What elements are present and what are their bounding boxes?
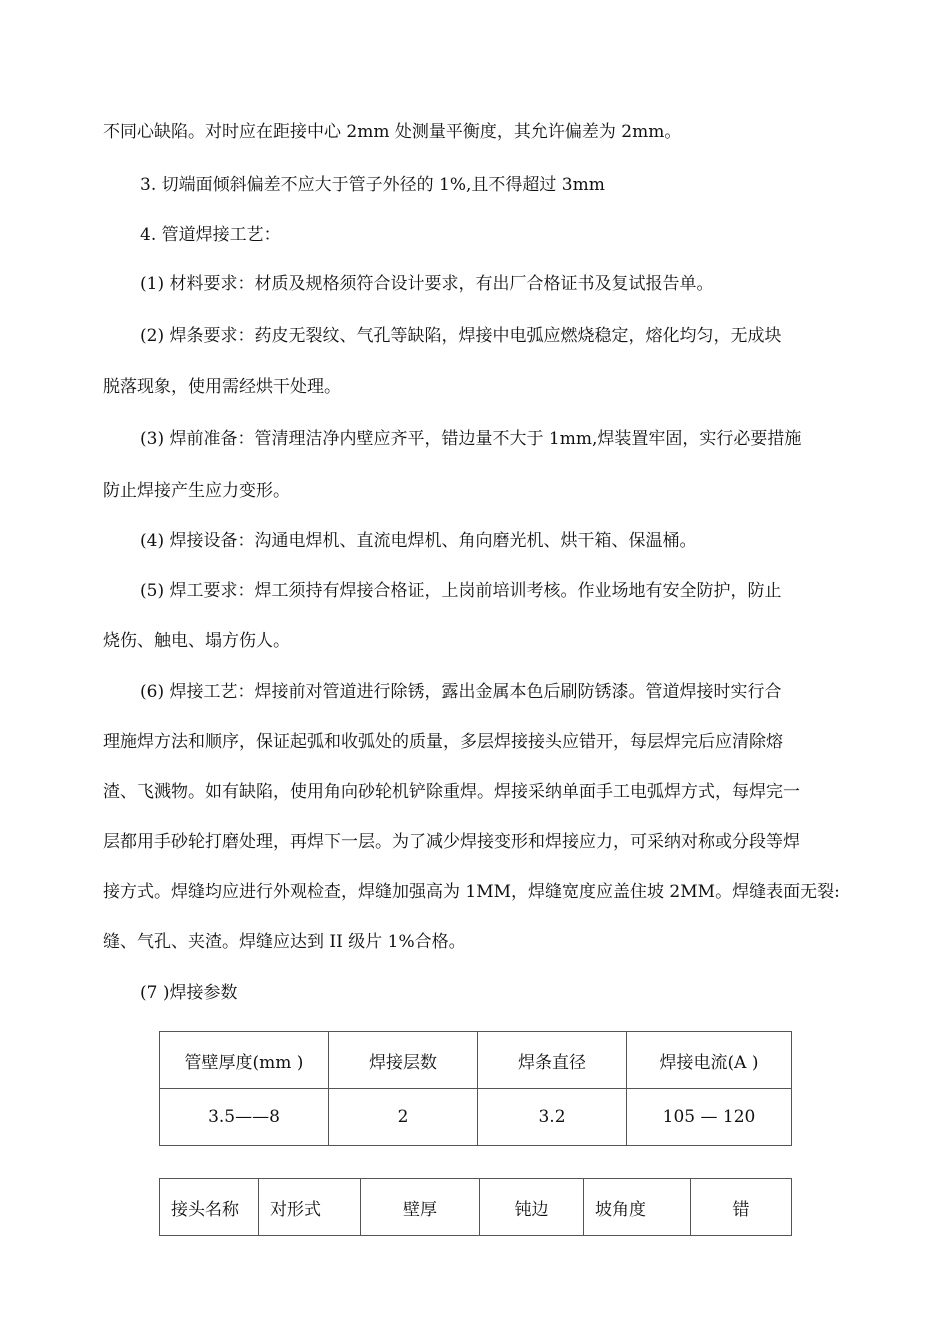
table-caption: (7 )焊接参数	[140, 983, 238, 1003]
table-header-cell: 焊接电流(A )	[627, 1032, 792, 1089]
paragraph-line: 烧伤、触电、塌方伤人。	[103, 631, 290, 651]
paragraph-line: 3. 切端面倾斜偏差不应大于管子外径的 1%,且不得超过 3mm	[140, 175, 605, 195]
paragraph-line: 缝、气孔、夹渣。焊缝应达到 II 级片 1%合格。	[103, 932, 466, 952]
table-header-row	[160, 1179, 792, 1236]
paragraph-line: (1) 材料要求：材质及规格须符合设计要求，有出厂合格证书及复试报告单。	[140, 274, 714, 294]
paragraph-line: 脱落现象，使用需经烘干处理。	[103, 377, 341, 397]
section-heading: 4. 管道焊接工艺：	[140, 225, 281, 245]
table-header-cell: 坡角度	[584, 1179, 691, 1236]
table-cell: 2	[329, 1089, 478, 1146]
table-header-cell: 钝边	[480, 1179, 584, 1236]
paragraph-line: (6) 焊接工艺：焊接前对管道进行除锈，露出金属本色后刷防锈漆。管道焊接时实行合	[140, 682, 782, 702]
table-cell: 3.5——8	[160, 1089, 329, 1146]
table-header-cell: 焊条直径	[478, 1032, 627, 1089]
paragraph-line: (2) 焊条要求：药皮无裂纹、气孔等缺陷，焊接中电弧应燃烧稳定，熔化均匀，无成块	[140, 326, 782, 346]
paragraph-line: 渣、飞溅物。如有缺陷，使用角向砂轮机铲除重焊。焊接采纳单面手工电弧焊方式，每焊完一	[103, 782, 800, 802]
table-header-cell: 对形式	[259, 1179, 361, 1236]
table-header-cell: 焊接层数	[329, 1032, 478, 1089]
table-cell: 3.2	[478, 1089, 627, 1146]
paragraph-line: (5) 焊工要求：焊工须持有焊接合格证，上岗前培训考核。作业场地有安全防护，防止	[140, 581, 782, 601]
paragraph-line: 层都用手砂轮打磨处理，再焊下一层。为了减少焊接变形和焊接应力，可采纳对称或分段等焊	[103, 832, 800, 852]
joint-form-table	[159, 1178, 792, 1236]
table-cell: 105 — 120	[627, 1089, 792, 1146]
table-header-cell: 壁厚	[361, 1179, 480, 1236]
table-header-cell: 管壁厚度(mm )	[160, 1032, 329, 1089]
paragraph-line: 不同心缺陷。对时应在距接中心 2mm 处测量平衡度，其允许偏差为 2mm。	[103, 122, 682, 142]
paragraph-line: 接方式。焊缝均应进行外观检查，焊缝加强高为 1MM，焊缝宽度应盖住坡 2MM。焊缝表面无裂:	[103, 882, 840, 902]
table-header-row	[160, 1032, 792, 1089]
table-header-cell: 错	[691, 1179, 792, 1236]
table-header-cell: 接头名称	[160, 1179, 259, 1236]
table-row	[160, 1089, 792, 1146]
paragraph-line: 理施焊方法和顺序，保证起弧和收弧处的质量，多层焊接接头应错开，每层焊完后应清除熔	[103, 732, 783, 752]
paragraph-line: (4) 焊接设备：沟通电焊机、直流电焊机、角向磨光机、烘干箱、保温桶。	[140, 531, 697, 551]
paragraph-line: (3) 焊前准备：管清理洁净内壁应齐平，错边量不大于 1mm,焊装置牢固，实行必要措施	[140, 429, 802, 449]
paragraph-line: 防止焊接产生应力变形。	[103, 481, 290, 501]
welding-parameters-table	[159, 1031, 792, 1146]
